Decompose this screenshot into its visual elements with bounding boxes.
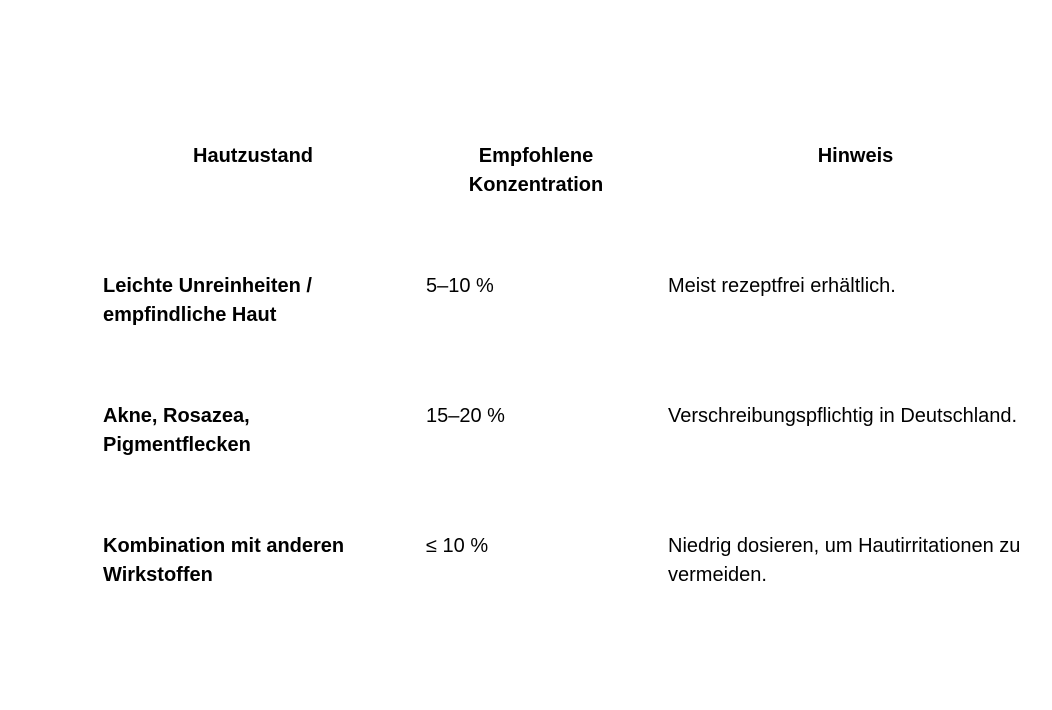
row-condition: Leichte Unreinheiten / empfindliche Haut [103,275,312,326]
row-concentration: 5–10 % [426,275,494,297]
row-note: Niedrig dosieren, um Hautirritationen zu vermeiden. [668,535,1021,586]
header-hinweis: Hinweis [817,145,894,167]
header-hautzustand: Hautzustand [193,145,313,167]
row-concentration: 15–20 % [426,405,505,427]
row-note: Meist rezeptfrei erhältlich. [668,275,896,297]
header-concentration: Empfohlene Konzentration [468,145,604,196]
row-condition: Akne, Rosazea, Pigmentflecken [103,405,251,456]
row-condition: Kombination mit anderen Wirkstoffen [103,535,345,586]
row-note: Verschreibungspflichtig in Deutschland. [668,405,1018,427]
row-concentration: ≤ 10 % [426,535,489,557]
